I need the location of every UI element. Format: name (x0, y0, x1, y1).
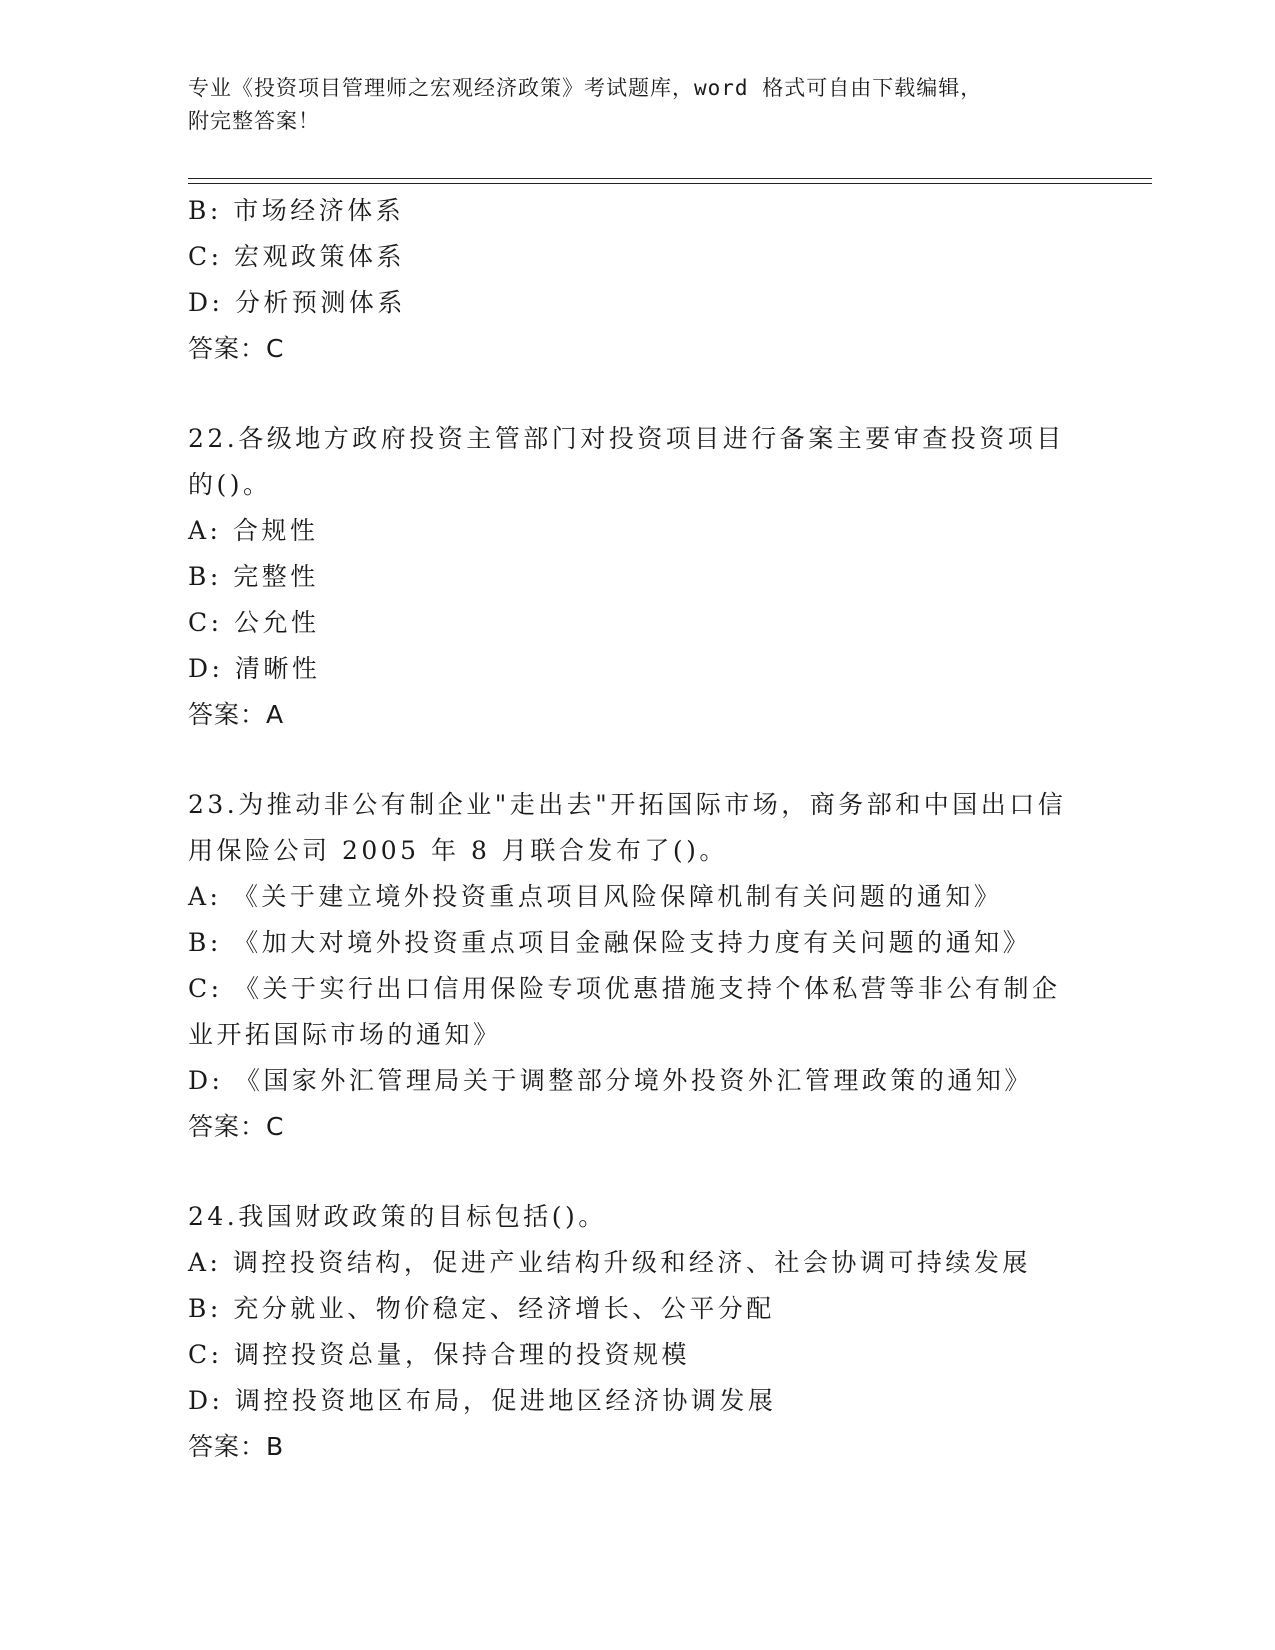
option-line: D: 调控投资地区布局，促进地区经济协调发展 (188, 1386, 777, 1415)
header-line-2: 附完整答案！ (188, 109, 320, 133)
option-line: A: 《关于建立境外投资重点项目风险保障机制有关问题的通知》 (188, 882, 1003, 911)
header-rule-bottom (188, 183, 1152, 184)
question-block (188, 782, 1088, 1150)
option-line: D: 《国家外汇管理局关于调整部分境外投资外汇管理政策的通知》 (188, 1066, 1033, 1095)
question-text: 22.各级地方政府投资主管部门对投资项目进行备案主要审查投资项目 (188, 424, 1065, 453)
option-line: C: 宏观政策体系 (188, 242, 405, 271)
option-line: D: 清晰性 (188, 654, 321, 683)
question-block (188, 416, 1088, 738)
question-block (188, 188, 1088, 372)
question-block (188, 1194, 1088, 1470)
question-content (188, 188, 1088, 1470)
option-line: C: 公允性 (188, 608, 320, 637)
option-line: 业开拓国际市场的通知》 (188, 1020, 502, 1049)
option-line: A: 调控投资结构，促进产业结构升级和经济、社会协调可持续发展 (188, 1248, 1031, 1277)
question-text: 用保险公司 2005 年 8 月联合发布了()。 (188, 836, 728, 865)
answer-line: 答案：C (188, 1112, 285, 1141)
spacer (188, 738, 1088, 782)
option-line: C: 《关于实行出口信用保险专项优惠措施支持个体私营等非公有制企 (188, 974, 1061, 1003)
option-line: B: 完整性 (188, 562, 319, 591)
header-rule-top (188, 178, 1152, 179)
spacer (188, 1150, 1088, 1194)
answer-line: 答案：A (188, 700, 285, 729)
option-line: B: 充分就业、物价稳定、经济增长、公平分配 (188, 1294, 775, 1323)
option-line: B: 市场经济体系 (188, 196, 405, 225)
question-text: 24.我国财政政策的目标包括()。 (188, 1202, 607, 1231)
option-line: C: 调控投资总量，保持合理的投资规模 (188, 1340, 690, 1369)
document-header (188, 72, 1088, 138)
answer-line: 答案：B (188, 1432, 285, 1461)
question-text: 23.为推动非公有制企业"走出去"开拓国际市场，商务部和中国出口信 (188, 790, 1067, 819)
option-line: D: 分析预测体系 (188, 288, 406, 317)
question-text: 的()。 (188, 470, 272, 499)
answer-line: 答案：C (188, 334, 285, 363)
header-line-1: 专业《投资项目管理师之宏观经济政策》考试题库，word 格式可自由下载编辑， (188, 76, 983, 100)
spacer (188, 372, 1088, 416)
option-line: A: 合规性 (188, 516, 319, 545)
option-line: B: 《加大对境外投资重点项目金融保险支持力度有关问题的通知》 (188, 928, 1032, 957)
